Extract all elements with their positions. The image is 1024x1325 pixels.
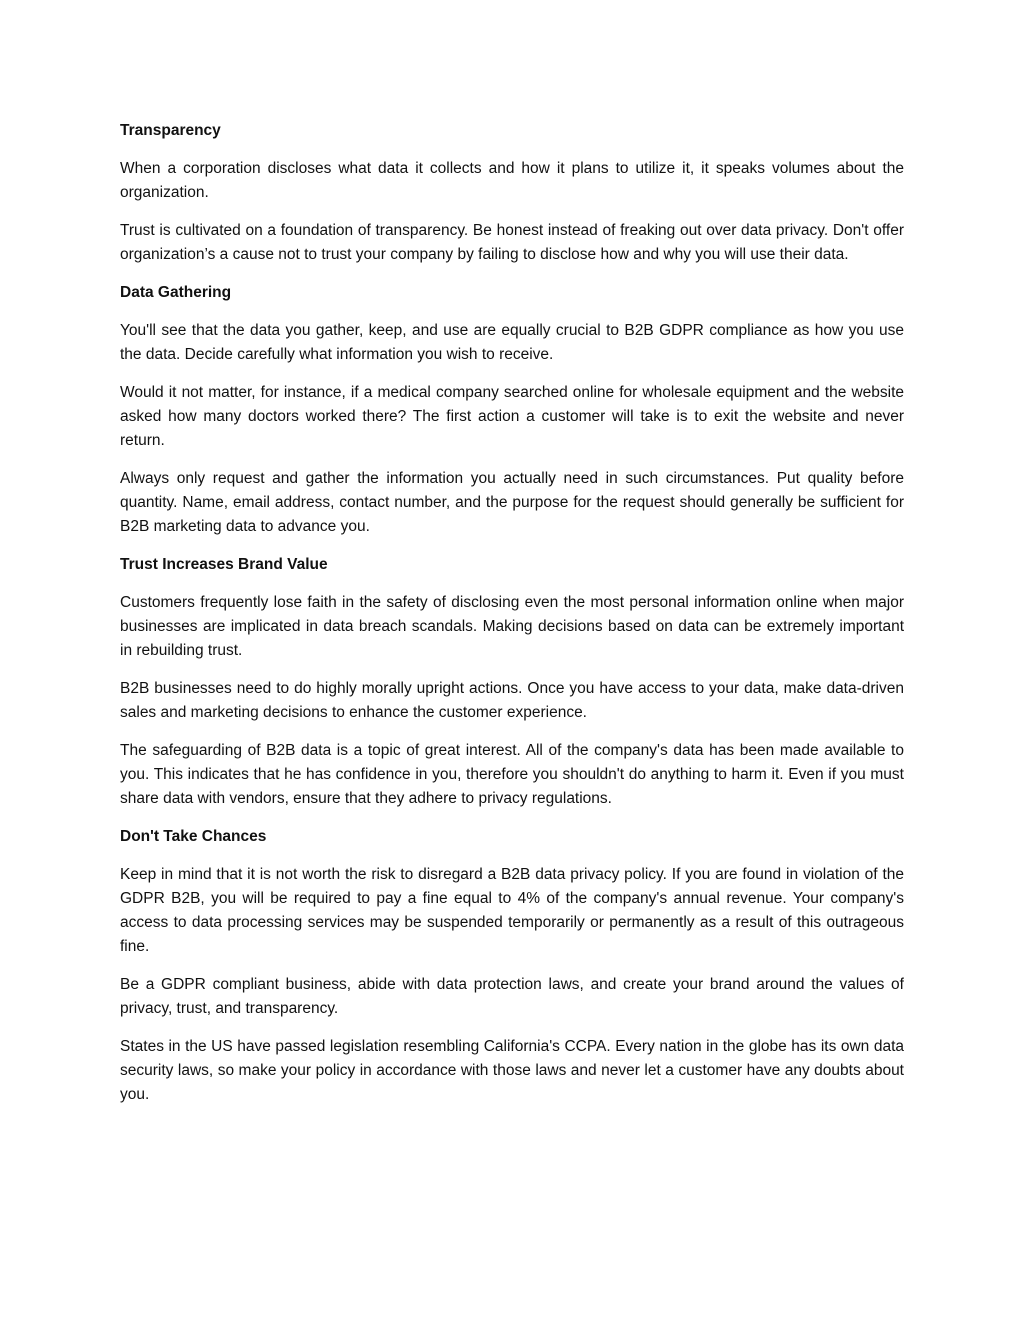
section-transparency [120, 119, 904, 267]
section-trust-brand-value [120, 553, 904, 811]
paragraph: Keep in mind that it is not worth the risk to disregard a B2B data privacy policy. If you are found in violation of the GDPR B2B, you will be required to pay a fine equal to 4% of the company's annual revenue. Your company's access to data processing services may be suspended temporarily or permanently as a result of this outrageous fine. [120, 866, 904, 955]
paragraph: When a corporation discloses what data it collects and how it plans to utilize it, it speaks volumes about the organization. [120, 160, 904, 201]
section-dont-take-chances [120, 825, 904, 1107]
section-heading: Don't Take Chances [120, 828, 267, 845]
paragraph: B2B businesses need to do highly morally upright actions. Once you have access to your data, make data-driven sales and marketing decisions to enhance the customer experience. [120, 680, 904, 721]
paragraph: Be a GDPR compliant business, abide with data protection laws, and create your brand around the values of privacy, trust, and transparency. [120, 976, 904, 1017]
paragraph: Would it not matter, for instance, if a medical company searched online for wholesale equipment and the website asked how many doctors worked there? The first action a customer will take is to exit the website and never return. [120, 384, 904, 449]
paragraph: Customers frequently lose faith in the safety of disclosing even the most personal information online when major businesses are implicated in data breach scandals. Making decisions based on data can be extremely important in rebuilding trust. [120, 594, 904, 659]
paragraph: You'll see that the data you gather, keep, and use are equally crucial to B2B GDPR compliance as how you use the data. Decide carefully what information you wish to receive. [120, 322, 904, 363]
paragraph: The safeguarding of B2B data is a topic of great interest. All of the company's data has been made available to you. This indicates that he has confidence in you, therefore you shouldn't do anything to harm it. Even if you must share data with vendors, ensure that they adhere to privacy regulations. [120, 742, 904, 807]
section-heading: Transparency [120, 122, 221, 139]
paragraph: Trust is cultivated on a foundation of transparency. Be honest instead of freaking out over data privacy. Don't offer organization’s a cause not to trust your company by failing to disclose how and why you will use their data. [120, 222, 904, 263]
paragraph: States in the US have passed legislation resembling California's CCPA. Every nation in the globe has its own data security laws, so make your policy in accordance with those laws and never let a customer have any doubts about you. [120, 1038, 904, 1103]
paragraph: Always only request and gather the information you actually need in such circumstances. Put quality before quantity. Name, email address, contact number, and the purpose for the request should generally be sufficient for B2B marketing data to advance you. [120, 470, 904, 535]
document-page [120, 119, 904, 1121]
section-data-gathering [120, 281, 904, 539]
section-heading: Data Gathering [120, 284, 232, 301]
section-heading: Trust Increases Brand Value [120, 556, 328, 573]
